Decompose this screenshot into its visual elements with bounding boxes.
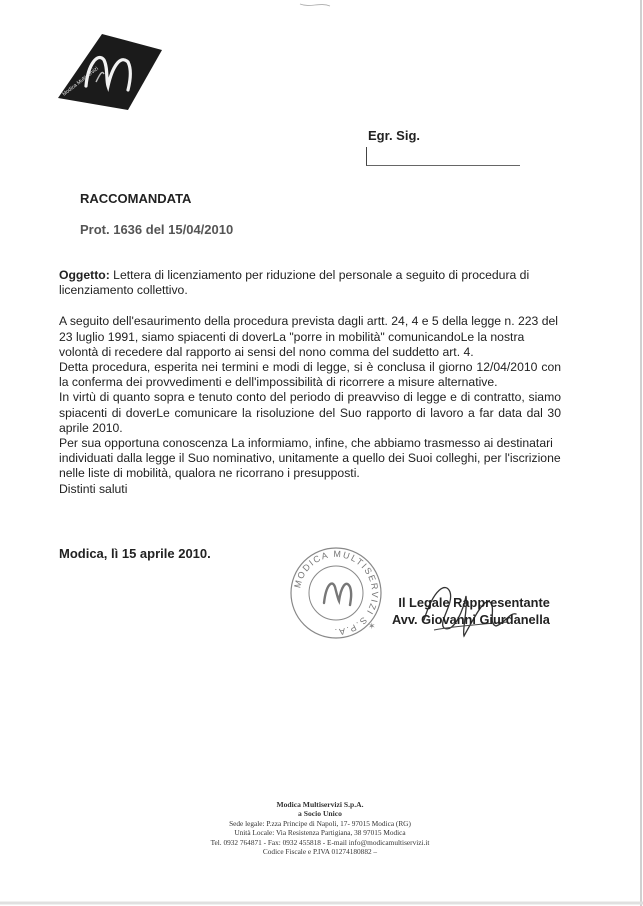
signer-role: Il Legale Rappresentante: [398, 595, 550, 610]
footer-subtitle: a Socio Unico: [298, 809, 342, 819]
greeting: Distinti saluti: [59, 481, 128, 496]
closing-place-date: Modica, lì 15 aprile 2010.: [59, 546, 211, 561]
footer-local-unit: Unità Locale: Via Resistenza Partigiana, 38 97015 Modica: [234, 828, 406, 838]
recipient-address-box: [366, 147, 520, 166]
footer-contacts: Tel. 0932 764871 - Fax: 0932 455818 - E-mail info@modicamultiservizi.it: [210, 837, 430, 847]
paragraph-2: Detta procedura, esperita nei termini e modi di legge, si è conclusa il giorno 12/04/2010 con la conferma dei provvedimenti e dell'impossibilità di ricorrere a misure alternative.: [59, 360, 561, 390]
paragraph-1: A seguito dell'esaurimento della procedura prevista dagli artt. 24, 4 e 5 della legge n. 223 del 23 luglio 1991, siamo spiacenti di doverLa "porre in mobilità" comunicandoLe la nostra volontà di recedere dal rapporto ai sensi del nono comma del suddetto art. 4.: [59, 314, 558, 359]
protocol-number: Prot. 1636 del 15/04/2010: [80, 222, 234, 237]
signer-block: [392, 594, 550, 628]
recipient-block: [366, 128, 520, 166]
subject-text: Lettera di licenziamento per riduzione del personale a seguito di procedura di licenziamento collettivo.: [59, 268, 530, 298]
letter-type: RACCOMANDATA: [80, 191, 192, 206]
subject-label: Oggetto:: [59, 268, 110, 282]
company-stamp: [288, 545, 384, 641]
footer-company: Modica Multiservizi S.p.A.: [276, 800, 364, 809]
paragraph-3: In virtù di quanto sopra e tenuto conto del periodo di preavviso di legge e di contratto, siamo spiacenti di doverLe comunicare la risoluzione del Suo rapporto di lavoro a far data dal 30 aprile 2010.: [59, 390, 561, 435]
logo-text: Modica Multiservizi: [61, 65, 100, 98]
stamp-text: MODICA MULTISERVIZI S.P.A.: [292, 548, 381, 638]
footer-legal-address: Sede legale: P.zza Principe di Napoli, 17- 97015 Modica (RG): [229, 818, 411, 828]
letter-body: [59, 268, 561, 497]
svg-text:✶: ✶: [368, 622, 376, 632]
company-logo: [58, 34, 162, 110]
letterhead-footer: [180, 800, 460, 856]
recipient-label: Egr. Sig.: [368, 128, 421, 143]
signer-name: Avv. Giovanni Giurdanella: [392, 612, 550, 627]
paragraph-4: Per sua opportuna conoscenza La informiamo, infine, che abbiamo trasmesso ai destinatari individuati dalla legge il Suo nominativo, unitamente a quello dei Suoi colleghi, per l'iscrizione nelle liste di mobilità, qualora ne ricorrano i presupposti.: [59, 436, 561, 481]
footer-tax-code: Codice Fiscale e P.IVA 01274180882 –: [262, 847, 378, 857]
subject-line: [59, 268, 561, 298]
